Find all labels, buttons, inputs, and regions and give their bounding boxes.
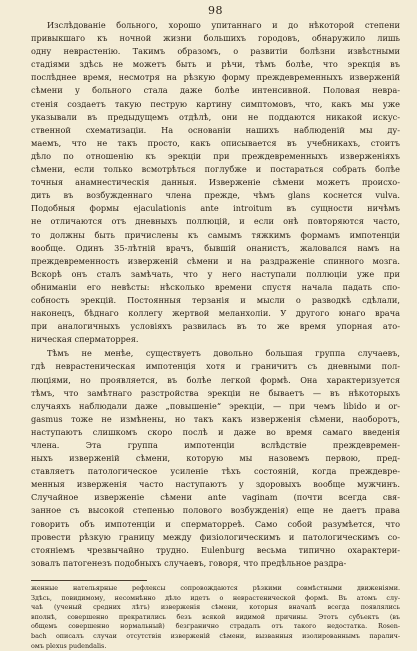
text-line: случаяхъ наблюдали даже „повышеніе“ эрекціи, — при чемъ libido и or-: [31, 400, 400, 413]
text-line: зовалъ патогенезъ подобныхъ случаевъ, говоря, что предѣльное раздра-: [31, 557, 400, 570]
text-line: сѣмени, если только всмотрѣться поглубже и постараться собрать болѣе: [31, 163, 400, 176]
body-paragraph-2: [31, 347, 400, 570]
body-paragraph-1: [31, 19, 400, 346]
text-line: точныя анамнестическія данныя. Изверженіе сѣмени можетъ происхо-: [31, 176, 400, 189]
text-line: стадіями здѣсь не можетъ быть и рѣчи, тѣмъ болѣе, что эрекція въ: [31, 58, 400, 71]
text-line: bach описалъ случаи отсутствія изверженій сѣмени, вызванныя изолированнымъ паралич-: [31, 632, 400, 642]
text-line: люціями, но проявляется, въ болѣе легкой формѣ. Она характеризуется: [31, 374, 400, 387]
text-line: стенія создаетъ такую пеструю картину симптомовъ, что, какъ мы уже: [31, 98, 400, 111]
footnote-divider: [31, 580, 147, 581]
text-line: привыкшаго къ ночной жизни большихъ городовъ, обнаружило лишь: [31, 32, 400, 45]
text-line: женные нательярные рефлексы сопровождаются рѣзкими совмѣстными движеніями.: [31, 584, 400, 594]
footnote: [31, 584, 400, 651]
text-line: Тѣмъ не менѣе, существуетъ довольно большая группа случаевъ,: [31, 347, 400, 360]
text-line: обниманіи его невѣсты: нѣсколько времени спустя начала падать спо-: [31, 281, 400, 294]
text-line: наконецъ, бѣднаго коллегу жертвой меланхоліи. У другого юнаго врача: [31, 307, 400, 320]
text-line: ническая сперматоррея.: [31, 333, 400, 346]
text-line: гдѣ неврастеническая импотенція хотя и граничитъ съ дневными пол-: [31, 360, 400, 373]
text-line: Здѣсь, повидимому, несомнѣнно дѣло идетъ о неврастенической формѣ. Въ атомъ слу-: [31, 594, 400, 604]
text-line: Подобныя формы ejaculationis ante introitum въ сущности ничѣмъ: [31, 202, 400, 215]
text-line: преждевременность изверженій сѣмени и на раздраженіе спинного мозга.: [31, 255, 400, 268]
text-line: ныхъ изверженій сѣмени, которую мы назовемъ первою, пред-: [31, 452, 400, 465]
text-line: омъ plexus pudendalis.: [31, 642, 400, 651]
text-line: наступаютъ слишкомъ скоро послѣ и даже во время самаго введенія: [31, 426, 400, 439]
text-line: Изслѣдованіе больного, хорошо упитаннаго и до нѣкоторой степени: [31, 19, 400, 32]
text-line: то должны быть причислены къ самымъ тяжкимъ формамъ импотенціи: [31, 229, 400, 242]
text-line: занное съ высокой степенью полового возбужденія) еще не даетъ права: [31, 504, 400, 517]
page-number: 98: [31, 0, 400, 19]
text-line: менныя изверженія часто наступаютъ у здоровыхъ вообще мужчинъ.: [31, 478, 400, 491]
text-line: одну неврастенію. Такимъ образомъ, о развитіи болѣзни извѣстными: [31, 45, 400, 58]
text-line: Случайное изверженіе сѣмени ante vaginam (почти всегда свя-: [31, 491, 400, 504]
text-line: дѣло по отношенію къ эрекціи при преждевременныхъ изверженіяхъ: [31, 150, 400, 163]
text-line: провести рѣзкую границу между физіологическимъ и патологическимъ со-: [31, 531, 400, 544]
text-line: послѣднее время, несмотря на рѣзкую форму преждевременныхъ изверженій: [31, 71, 400, 84]
text-line: gasmus тоже не измѣнены, но такъ какъ изверженія сѣмени, наоборотъ,: [31, 413, 400, 426]
text-line: собность эрекцій. Постоянныя терзанія и мысли о разводкѣ сдѣлали,: [31, 294, 400, 307]
text-line: ственной схематизаціи. На основаніи нашихъ наблюденій мы ду-: [31, 124, 400, 137]
text-line: вполнѣ, совершенно прекратились безъ всякой видимой причины. Этотъ субъектъ (въ: [31, 613, 400, 623]
text-line: стояніемъ чрезвычайно трудно. Eulenburg весьма типично охарактери-: [31, 544, 400, 557]
text-line: вообще. Одинъ 35-лѣтній врачъ, бывшій онанистъ, жаловался намъ на: [31, 242, 400, 255]
text-line: общемъ совершенно нормальный) безгранично страдалъ отъ такого недостатка. Rosen-: [31, 622, 400, 632]
text-line: при аналогичныхъ условіяхъ развилась въ то же время упорная ато-: [31, 320, 400, 333]
text-line: сѣмени у больного стала даже болѣе интенсивной. Половая невра-: [31, 84, 400, 97]
text-line: чаѣ (ученый средних лѣтъ) изверженія сѣмени, которыя вначалѣ всегда появлялись: [31, 603, 400, 613]
text-line: Вскорѣ онъ сталъ замѣчать, что у него наступали поллюціи уже при: [31, 268, 400, 281]
text-line: маемъ, что не такъ просто, какъ описывается въ учебникахъ, стоитъ: [31, 137, 400, 150]
text-line: говорить объ импотенціи и сперматорреѣ. Само собой разумѣется, что: [31, 518, 400, 531]
text-line: не отличаются отъ дневныхъ поллюцій, и если онѣ повторяются часто,: [31, 215, 400, 228]
text-line: члена. Эта группа импотенціи вслѣдствіе преждевремен-: [31, 439, 400, 452]
text-line: дить въ возбужденнаго члена прежде, чѣмъ glans коснется vulva.: [31, 189, 400, 202]
text-line: ставляетъ патологическое усиленіе тѣхъ состояній, когда преждевре-: [31, 465, 400, 478]
text-line: указывали въ предыдущемъ отдѣлѣ, они не поддаются никакой искус-: [31, 111, 400, 124]
text-line: тѣмъ, что замѣтнаго разстройства эрекціи не бываетъ — въ нѣкоторыхъ: [31, 387, 400, 400]
